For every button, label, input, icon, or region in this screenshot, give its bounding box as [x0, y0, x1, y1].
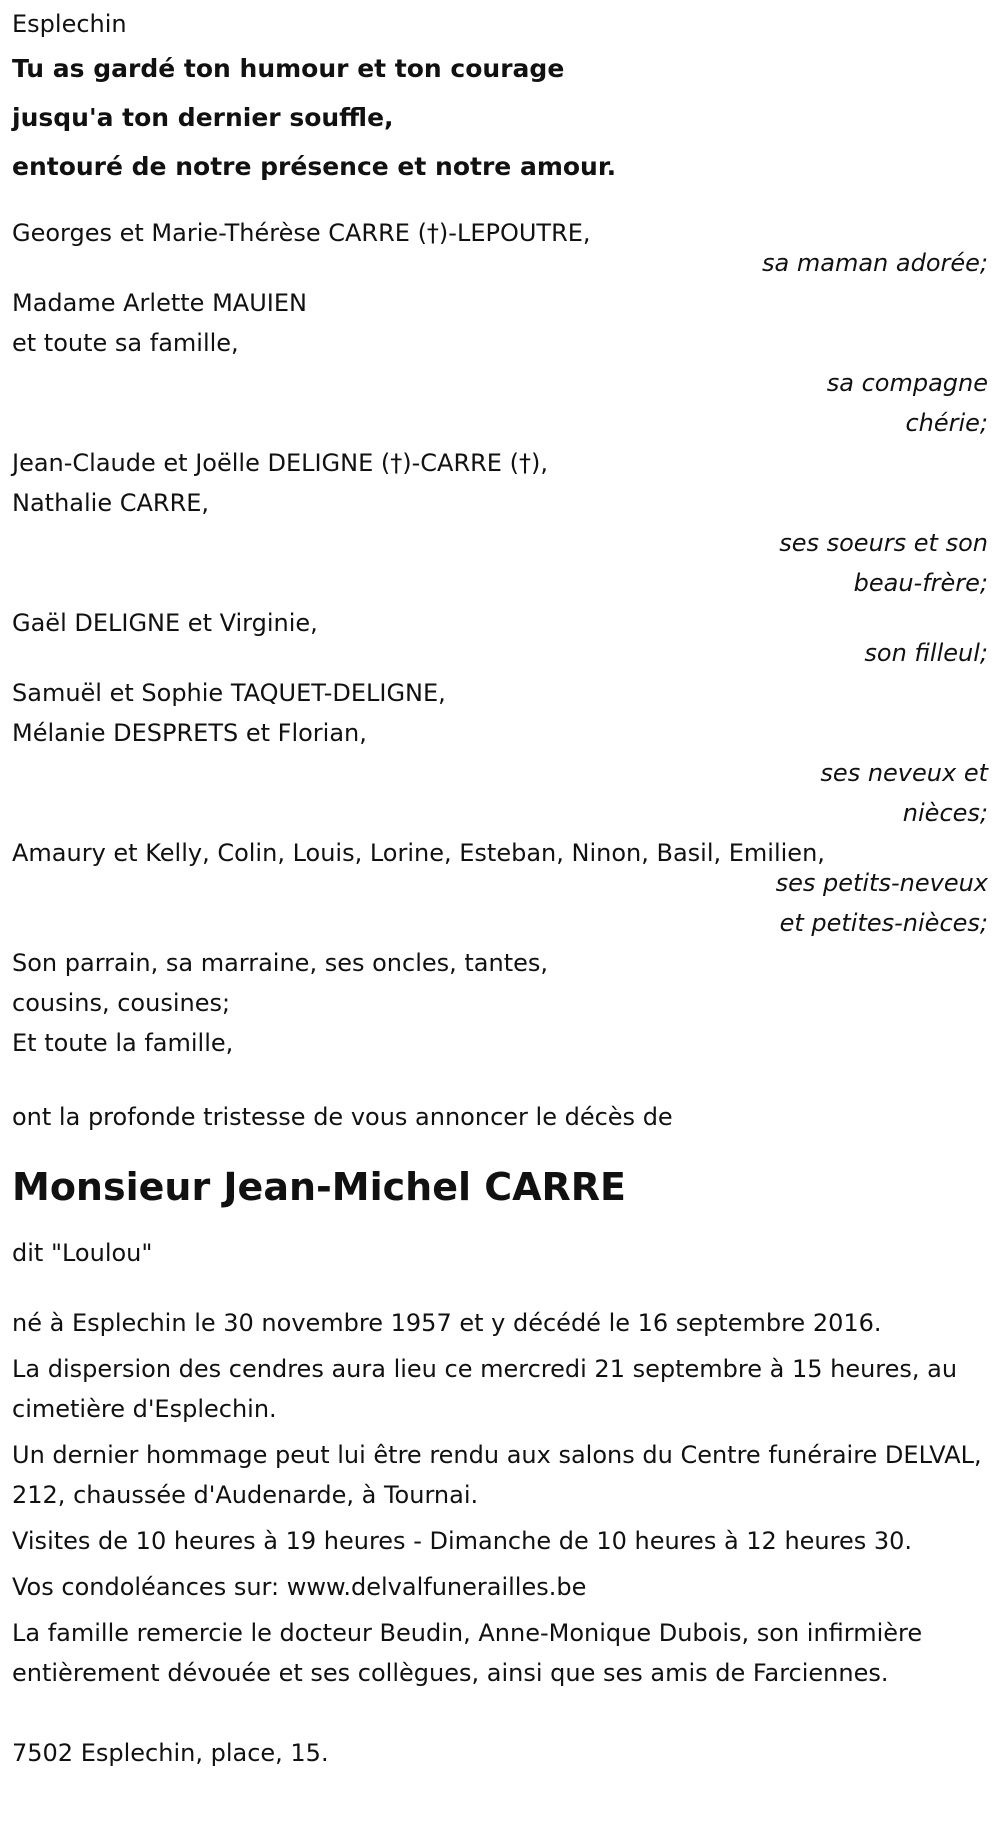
detail-paragraph: né à Esplechin le 30 novembre 1957 et y décédé le 16 septembre 2016. — [12, 1309, 882, 1337]
family-role: ses neveux et nièces; — [820, 759, 988, 827]
family-names: Madame Arlette MAUIEN — [12, 289, 307, 317]
family-names: Jean-Claude et Joëlle DELIGNE (†)-CARRE (†), — [12, 449, 548, 477]
quote-line: jusqu'a ton dernier souffle, — [12, 103, 394, 132]
family-names: Georges et Marie-Thérèse CARRE (†)-LEPOUTRE, — [12, 219, 591, 247]
detail-paragraph: La famille remercie le docteur Beudin, Anne-Monique Dubois, son infirmière entièrement dévouée et ses collègues, ainsi que ses amis de Farciennes. — [12, 1619, 923, 1687]
detail-paragraph: La dispersion des cendres aura lieu ce mercredi 21 septembre à 15 heures, au cimetière d'Esplechin. — [12, 1355, 958, 1423]
details — [12, 1303, 988, 1693]
family-names: Mélanie DESPRETS et Florian, — [12, 719, 367, 747]
place-heading: Esplechin — [12, 10, 127, 38]
deceased-name: Monsieur Jean-Michel CARRE — [12, 1165, 627, 1209]
family-names: Amaury et Kelly, Colin, Louis, Lorine, Esteban, Ninon, Basil, Emilien, — [12, 839, 825, 867]
detail-paragraph: Visites de 10 heures à 19 heures - Dimanche de 10 heures à 12 heures 30. — [12, 1527, 913, 1555]
family-role: son filleul; — [864, 639, 988, 667]
family-entry — [12, 833, 988, 943]
address: 7502 Esplechin, place, 15. — [12, 1739, 329, 1767]
family-role: ses soeurs et son beau-frère; — [779, 529, 988, 597]
quote — [12, 44, 988, 191]
family-names: Nathalie CARRE, — [12, 489, 210, 517]
condolences-line: Vos condoléances sur: www.delvalfunerailles.be — [12, 1573, 587, 1601]
other-relatives-line: Son parrain, sa marraine, ses oncles, tantes, — [12, 949, 549, 977]
other-relatives-line: Et toute la famille, — [12, 1029, 234, 1057]
detail-paragraph: Un dernier hommage peut lui être rendu aux salons du Centre funéraire DELVAL, 212, chaussée d'Audenarde, à Tournai. — [12, 1441, 982, 1509]
family-role: ses petits-neveux et petites-nièces; — [775, 869, 988, 937]
family-entry — [12, 603, 988, 673]
family-entry — [12, 673, 988, 833]
family-entry — [12, 443, 988, 603]
other-relatives — [12, 943, 988, 1063]
quote-line: Tu as gardé ton humour et ton courage — [12, 54, 565, 83]
family-role: sa maman adorée; — [762, 249, 988, 277]
family-names: Samuël et Sophie TAQUET-DELIGNE, — [12, 679, 446, 707]
family-entry — [12, 213, 988, 283]
family-entry — [12, 283, 988, 443]
other-relatives-line: cousins, cousines; — [12, 989, 231, 1017]
announcement: ont la profonde tristesse de vous annoncer le décès de — [12, 1103, 673, 1131]
family-names: Gaël DELIGNE et Virginie, — [12, 609, 318, 637]
nickname: dit "Loulou" — [12, 1239, 153, 1267]
family-names: et toute sa famille, — [12, 329, 239, 357]
quote-line: entouré de notre présence et notre amour. — [12, 152, 617, 181]
family-role: sa compagne chérie; — [826, 369, 988, 437]
